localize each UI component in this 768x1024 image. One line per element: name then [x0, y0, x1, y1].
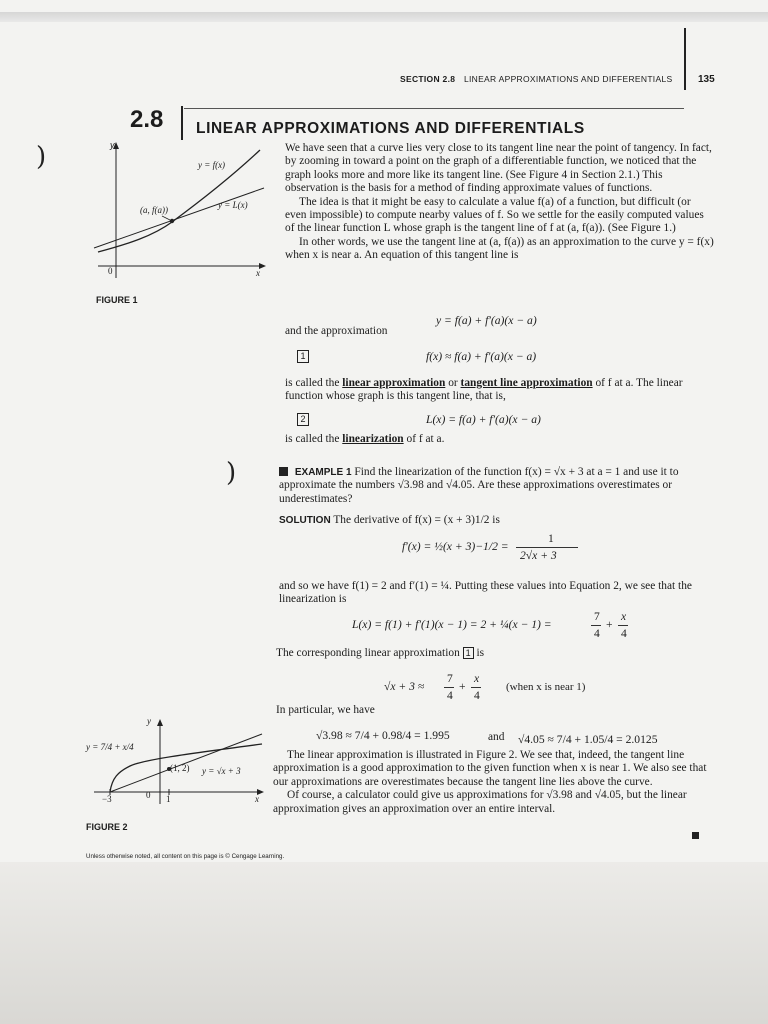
linearization-equation-lhs: L(x) = f(1) + f′(1)(x − 1) = 2 + ¼(x − 1) =	[352, 618, 552, 631]
closing-paragraph-1: The linear approximation is illustrated in Figure 2. We see that, indeed, the tangent line approximation is a good approximation to the given function when x is near 1. We also see that our approximations are overestimates because the tangent line lies above the curve.	[273, 749, 707, 788]
header-divider	[684, 28, 686, 90]
approx-note: (when x is near 1)	[506, 681, 586, 693]
example-1	[279, 466, 715, 506]
term-tangent-line-approximation: tangent line approximation	[460, 377, 593, 389]
equation-1: f(x) ≈ f(a) + f′(a)(x − a)	[426, 350, 537, 363]
scan-edge-bottom	[0, 862, 768, 1024]
scan-edge-top	[0, 12, 768, 22]
corresponding-approx-text	[276, 647, 484, 660]
fig2-x-label: x	[255, 794, 259, 804]
solution-text: The derivative of f(x) = (x + 3)1/2 is	[333, 514, 500, 526]
lin-d2: 4	[621, 627, 627, 640]
term-linear-approximation: linear approximation	[342, 377, 446, 389]
derivative-denominator: 2√x + 3	[520, 549, 557, 562]
lin-plus: +	[606, 618, 613, 631]
fig2-tick-1-label: 1	[166, 794, 171, 804]
page-number: 135	[698, 74, 715, 85]
fig2-origin: 0	[146, 790, 151, 800]
derivative-numerator: 1	[548, 532, 554, 545]
approx-d1: 4	[447, 689, 453, 702]
equation-2-number: 2	[297, 413, 309, 426]
fig1-curve-label: y = f(x)	[198, 160, 226, 170]
numeric-approx-398: √3.98 ≈ 7/4 + 0.98/4 = 1.995	[316, 729, 450, 742]
corr-post: is	[476, 647, 485, 659]
lin-n2: x	[621, 610, 627, 623]
approx-n1: 7	[447, 672, 453, 685]
lin-d1: 4	[594, 627, 600, 640]
derivative-fraction-bar	[516, 547, 578, 548]
def-pre: is called the	[285, 377, 340, 389]
tangent-line-equation: y = f(a) + f′(a)(x − a)	[436, 314, 537, 327]
fig1-y-label: y	[110, 140, 115, 150]
fig1-x-arrow	[259, 263, 266, 269]
fig2-point-label: (1, 2)	[170, 763, 190, 773]
closing-text	[273, 749, 709, 816]
margin-mark-mid: )	[226, 458, 237, 488]
lin-n1: 7	[594, 610, 600, 623]
section-title: LINEAR APPROXIMATIONS AND DIFFERENTIALS	[196, 120, 585, 137]
intro-paragraph-3: In other words, we use the tangent line at (a, f(a)) as an approximation to the curve y = f(x) when x is near a. An equation of this tangent line is	[285, 235, 714, 262]
corr-eq-ref: 1	[463, 647, 474, 659]
lin-def-post: of f at a.	[406, 433, 445, 445]
fig1-tangent-line	[94, 188, 264, 248]
margin-mark-top: )	[36, 142, 47, 172]
numeric-approx-405: √4.05 ≈ 7/4 + 1.05/4 = 2.0125	[518, 733, 658, 746]
approx-plus: +	[459, 680, 466, 693]
intro-paragraph-1: We have seen that a curve lies very close to its tangent line near the point of tangency. In fact, by zooming in toward a point on the graph of a differentiable function, we noticed that the graph looks more and more like its tangent line. (See Figure 4 in Section 2.1.) This observation is the basis for a method of finding approximate values of functions.	[285, 142, 712, 195]
running-head	[400, 74, 672, 84]
section-number: 2.8	[130, 106, 164, 133]
corr-pre: The corresponding linear approximation	[276, 647, 460, 659]
approx-eq-lhs: √x + 3 ≈	[384, 680, 425, 693]
term-linearization: linearization	[342, 433, 404, 445]
running-head-title: LINEAR APPROXIMATIONS AND DIFFERENTIALS	[463, 74, 673, 84]
fig1-line-label: y = L(x)	[218, 200, 248, 210]
solution-line	[279, 514, 500, 527]
linearization-definition	[285, 433, 444, 446]
approx-lead: and the approximation	[285, 325, 388, 337]
solution-label: SOLUTION	[279, 515, 331, 526]
figure-1-caption: FIGURE 1	[96, 295, 138, 305]
example-text: Find the linearization of the function f(x) = √x + 3 at a = 1 and use it to approximate the numbers √3.98 and √4.05. Are these approximations overestimates or underestimates?	[279, 466, 679, 505]
intro-paragraph-2: The idea is that it might be easy to calculate a value f(a) of a function, but difficult (or even impossible) to compute nearby values of f. So we settle for the easily computed values of the linear function L whose graph is the tangent line of f at (a, f(a)). (See Figure 1.)	[285, 195, 704, 235]
lin-bar2	[618, 625, 628, 626]
values-paragraph: and so we have f(1) = 2 and f′(1) = ¼. Putting these values into Equation 2, we see that the linearization is	[279, 580, 692, 606]
copyright-footer: Unless otherwise noted, all content on this page is © Cengage Learning.	[86, 853, 285, 860]
section-bar	[181, 106, 183, 140]
lin-def-pre: is called the	[285, 433, 340, 445]
derivative-equation-lhs: f′(x) = ½(x + 3)−1/2 =	[402, 540, 509, 553]
fig2-tick-neg3-label: −3	[102, 794, 112, 804]
fig2-y-label: y	[147, 716, 151, 726]
linear-approx-definition	[285, 377, 715, 404]
fig1-point-label: (a, f(a))	[140, 205, 168, 215]
example-label: EXAMPLE 1	[294, 467, 352, 478]
fig2-y-arrow	[157, 719, 163, 726]
lin-bar1	[591, 625, 601, 626]
in-particular: In particular, we have	[276, 704, 375, 716]
figure-1	[88, 140, 274, 290]
running-head-section: SECTION 2.8	[400, 74, 456, 84]
figure-2-caption: FIGURE 2	[86, 822, 128, 832]
numeric-and: and	[488, 731, 505, 743]
approx-d2: 4	[474, 689, 480, 702]
equation-1-number: 1	[297, 350, 309, 363]
fig2-line-label: y = 7/4 + x/4	[86, 742, 134, 752]
def-post: of f at a. The linear function whose graph is this tangent line, that is,	[285, 377, 683, 403]
example-marker-icon	[279, 467, 288, 476]
approx-bar1	[444, 687, 454, 688]
fig2-curve-label: y = √x + 3	[202, 766, 241, 776]
fig1-point-leader	[162, 216, 172, 221]
fig1-x-label: x	[256, 268, 260, 278]
fig1-origin: 0	[108, 266, 113, 276]
section-rule	[184, 108, 684, 109]
approx-n2: x	[474, 672, 480, 685]
figure-2	[86, 716, 272, 808]
approx-bar2	[471, 687, 481, 688]
intro-text	[285, 142, 715, 263]
def-or: or	[448, 377, 458, 389]
equation-2: L(x) = f(a) + f′(a)(x − a)	[426, 413, 541, 426]
end-of-example-icon	[692, 832, 699, 839]
closing-paragraph-2: Of course, a calculator could give us approximations for √3.98 and √4.05, but the linear approximation gives an approximation over an entire interval.	[273, 789, 687, 815]
